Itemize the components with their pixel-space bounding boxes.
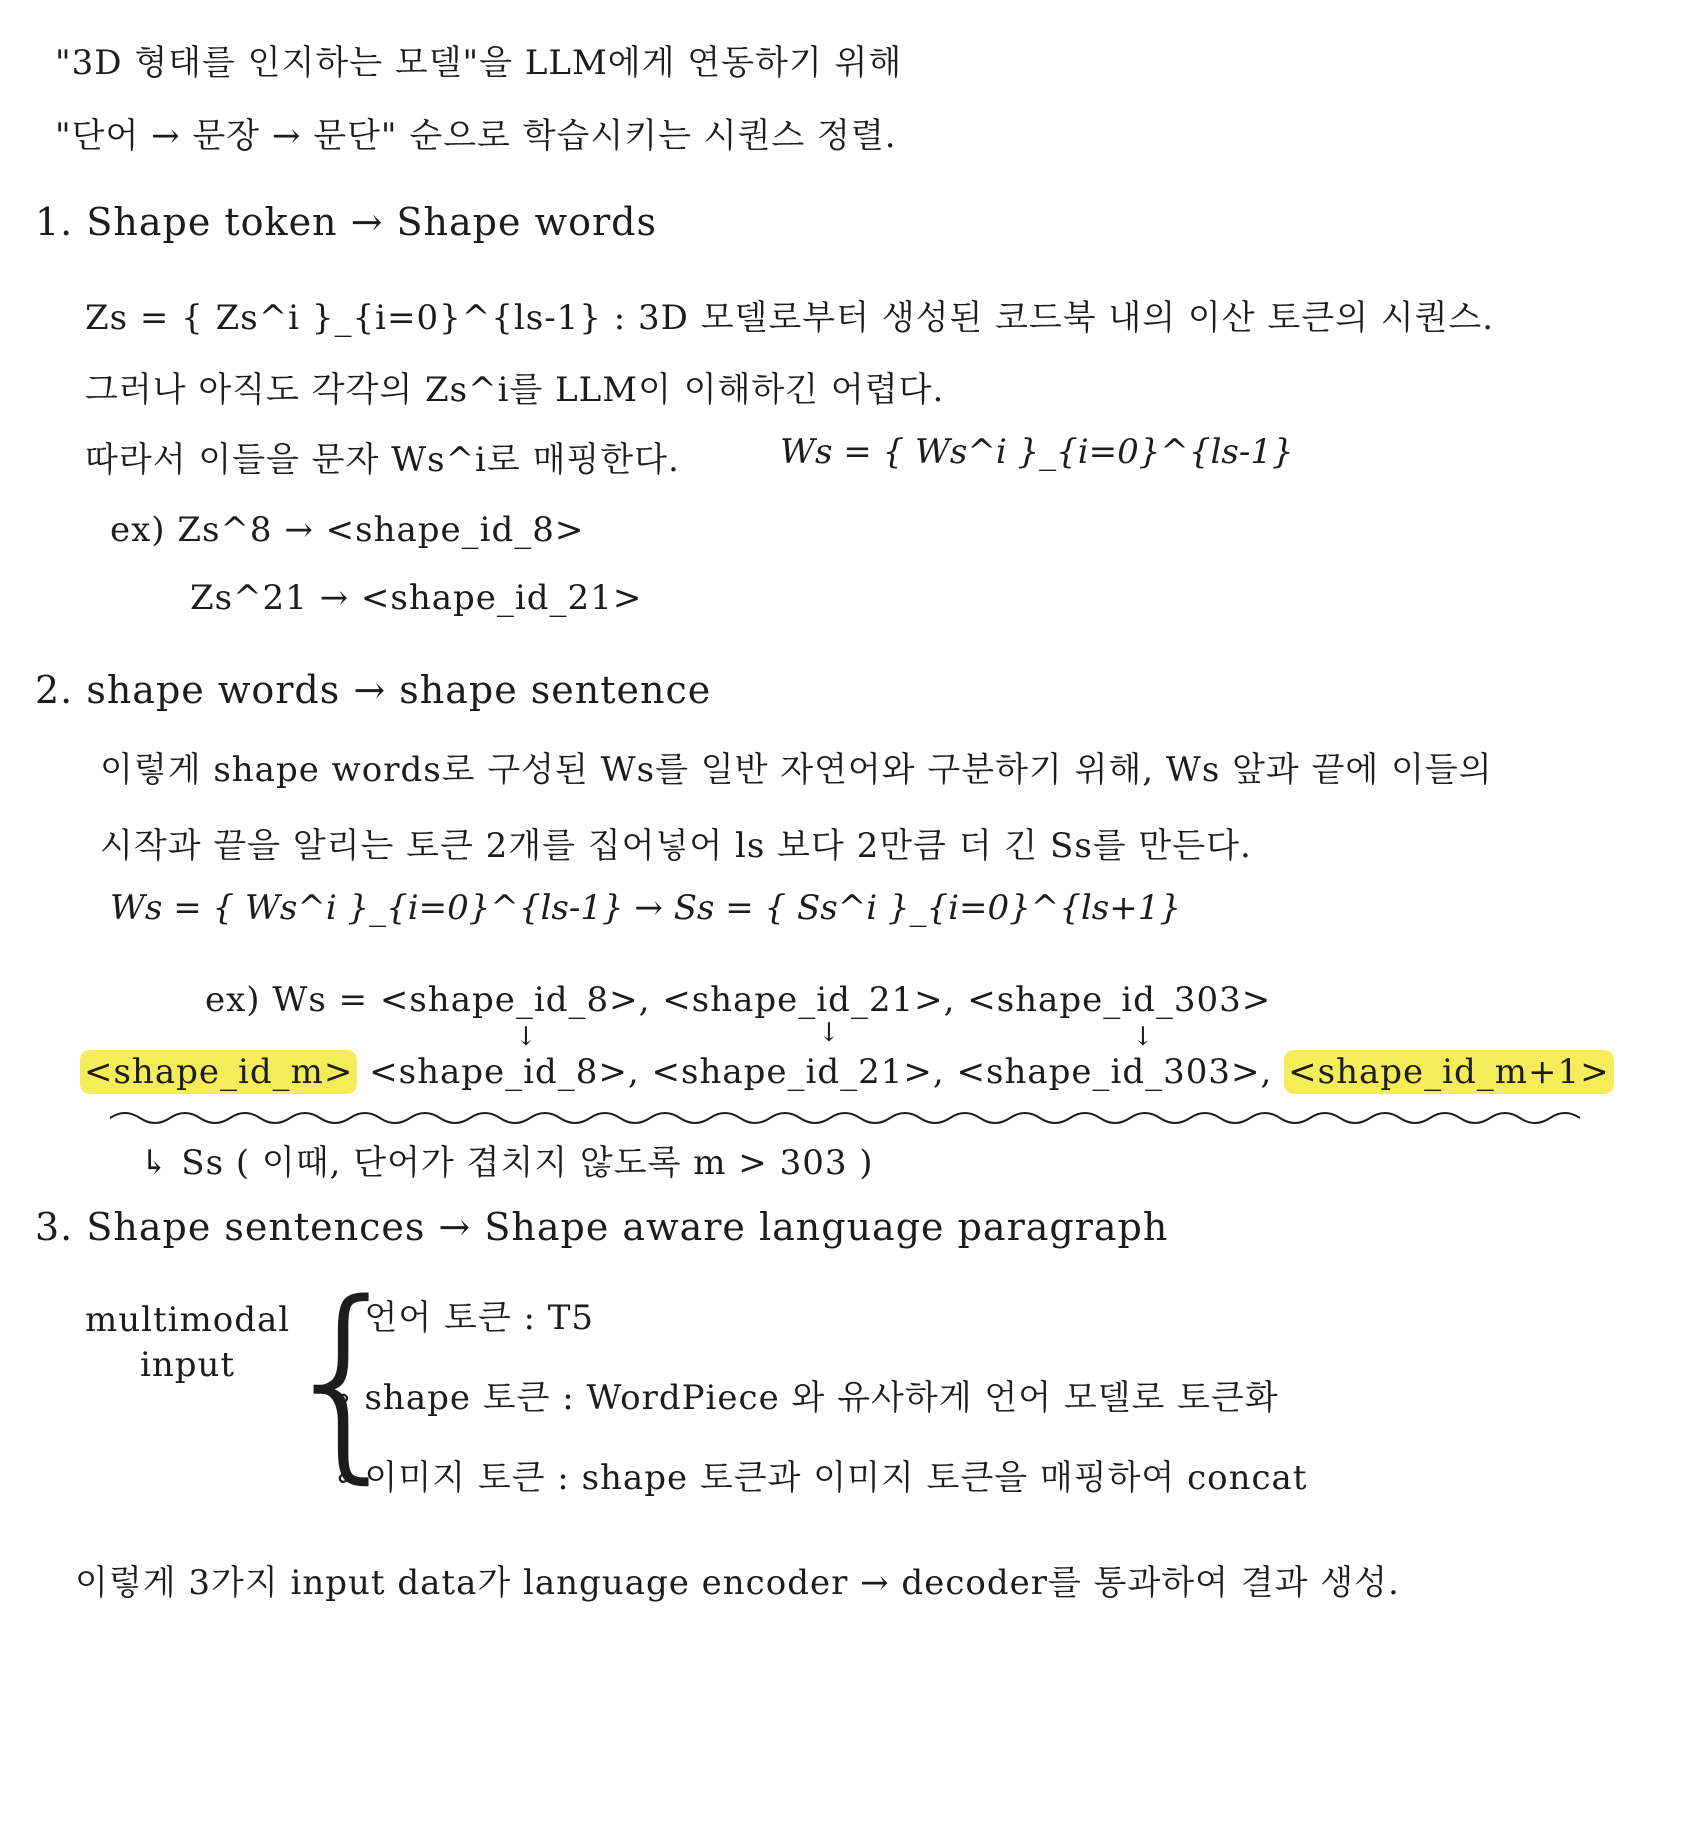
conclusion: 이렇게 3가지 input data가 language encoder → decoder를 통과하여 결과 생성. <box>75 1563 1400 1603</box>
section-1-heading: 1. Shape token → Shape words <box>35 200 657 244</box>
section-1-example-2: Zs^21 → <shape_id_21> <box>190 578 643 618</box>
section-2-formula: Ws = { Ws^i }_{i=0}^{ls-1} → Ss = { Ss^i }_{i=0}^{ls+1} <box>110 888 1181 928</box>
section-3-heading: 3. Shape sentences → Shape aware language paragraph <box>35 1205 1169 1249</box>
section-2-example-ws: ex) Ws = <shape_id_8>, <shape_id_21>, <shape_id_303> <box>205 980 1272 1020</box>
down-arrow-icon: ↓ <box>818 1018 840 1048</box>
section-1-zs-definition: Zs = { Zs^i }_{i=0}^{ls-1} : 3D 모델로부터 생성된 코드북 내의 이산 토큰의 시퀀스. <box>85 298 1495 338</box>
multimodal-label: multimodal <box>85 1300 291 1340</box>
section-3-item-3: ∘ 이미지 토큰 : shape 토큰과 이미지 토큰을 매핑하여 concat <box>335 1458 1308 1498</box>
section-2-line-1: 이렇게 shape words로 구성된 Ws를 일반 자연어와 구분하기 위해, Ws 앞과 끝에 이들의 <box>100 750 1493 790</box>
section-3-item-2: ∘ shape 토큰 : WordPiece 와 유사하게 언어 모델로 토큰화 <box>335 1378 1279 1418</box>
section-3-item-1: ∘ 언어 토큰 : T5 <box>335 1298 595 1338</box>
section-2-line-2: 시작과 끝을 알리는 토큰 2개를 집어넣어 ls 보다 2만큼 더 긴 Ss를 만든다. <box>100 826 1252 866</box>
section-2-ss-note: ↳ Ss ( 이때, 단어가 겹치지 않도록 m > 303 ) <box>140 1143 874 1183</box>
section-2-example-ss <box>80 1052 1614 1092</box>
intro-line-1: "3D 형태를 인지하는 모델"을 LLM에게 연동하기 위해 <box>55 43 903 83</box>
ss-end-token: <shape_id_m+1> <box>1284 1050 1613 1094</box>
ss-middle-tokens: <shape_id_8>, <shape_id_21>, <shape_id_303>, <box>369 1052 1273 1092</box>
section-1-example-1: ex) Zs^8 → <shape_id_8> <box>110 510 585 550</box>
section-2-heading: 2. shape words → shape sentence <box>35 668 712 712</box>
input-label: input <box>140 1345 236 1385</box>
section-1-line-2: 그러나 아직도 각각의 Zs^i를 LLM이 이해하긴 어렵다. <box>85 370 945 410</box>
wavy-underline <box>110 1108 1580 1128</box>
down-arrow-icon: ↓ <box>515 1022 537 1052</box>
curly-brace-icon: { <box>278 1257 412 1502</box>
section-1-ws-definition: Ws = { Ws^i }_{i=0}^{ls-1} <box>780 432 1294 472</box>
intro-line-2: "단어 → 문장 → 문단" 순으로 학습시키는 시퀀스 정렬. <box>55 116 897 156</box>
ss-start-token: <shape_id_m> <box>80 1050 357 1094</box>
section-1-line-3: 따라서 이들을 문자 Ws^i로 매핑한다. <box>85 440 680 480</box>
down-arrow-icon: ↓ <box>1132 1022 1154 1052</box>
